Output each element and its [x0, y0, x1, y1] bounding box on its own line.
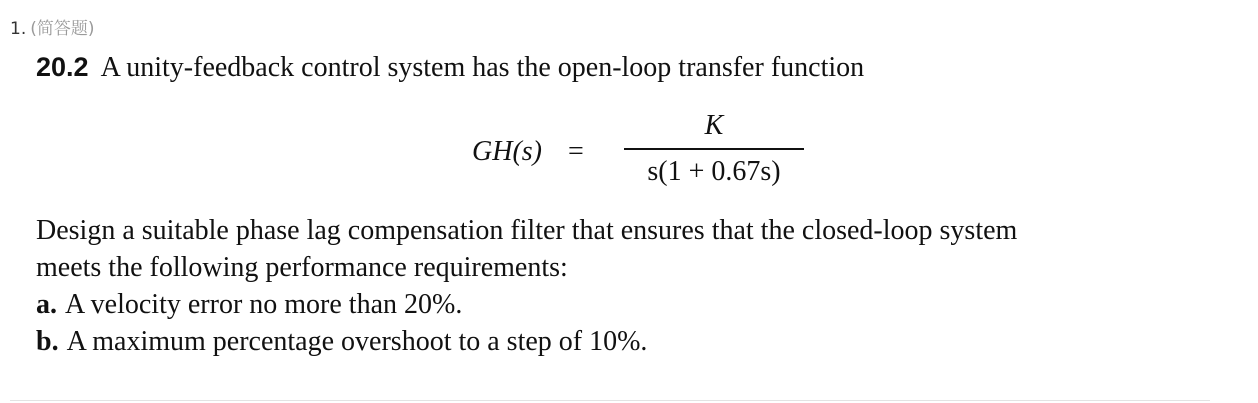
fraction-bar — [624, 148, 804, 150]
requirement-b-label: b. — [36, 326, 59, 357]
requirement-a-text: A velocity error no more than 20%. — [65, 289, 463, 320]
question-header — [10, 14, 95, 39]
question-index: 1. — [10, 19, 27, 39]
requirement-a-label: a. — [36, 289, 57, 320]
body-line-2: meets the following performance requirements: — [36, 252, 568, 283]
equation-lhs: GH(s) — [472, 136, 542, 167]
requirement-b — [36, 323, 1236, 360]
problem-number: 20.2 — [36, 52, 89, 82]
requirement-a — [36, 286, 1236, 323]
problem-intro-line — [36, 52, 864, 84]
problem-body — [36, 212, 1236, 360]
equation-equals-sign: = — [568, 136, 584, 167]
problem-intro: A unity-feedback control system has the open-loop transfer function — [100, 52, 865, 83]
requirement-b-text: A maximum percentage overshoot to a step of 10%. — [66, 326, 648, 357]
bottom-divider — [10, 400, 1210, 401]
equation-denominator: s(1 + 0.67s) — [647, 156, 781, 187]
question-type-label: (简答题) — [30, 19, 95, 39]
body-line-1: Design a suitable phase lag compensation filter that ensures that the closed-loop system — [36, 215, 1018, 246]
equation-numerator: K — [704, 110, 724, 141]
